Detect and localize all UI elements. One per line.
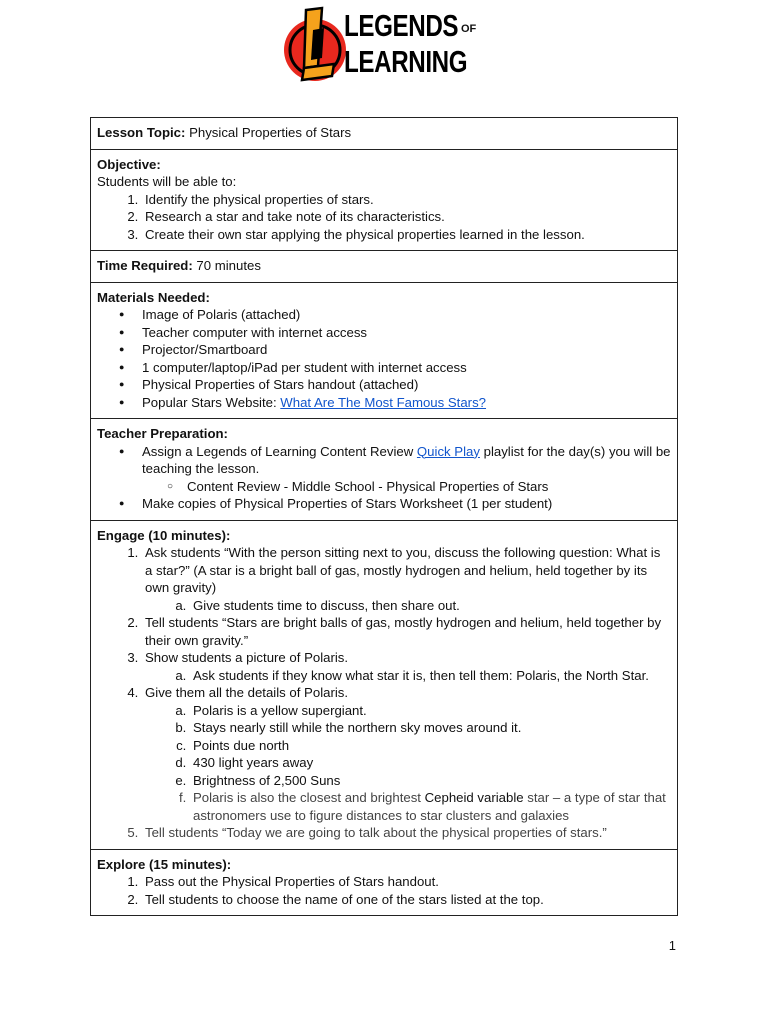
list-item (142, 544, 671, 614)
list-item: c. Points due north (190, 737, 671, 755)
list-item: ● 1 computer/laptop/iPad per student with internet access (142, 359, 671, 377)
list-item: 3. Create their own star applying the physical properties learned in the lesson. (142, 226, 671, 244)
list-item (142, 394, 671, 412)
objective-list (97, 191, 671, 244)
list-item (190, 789, 671, 824)
list-item: e. Brightness of 2,500 Suns (190, 772, 671, 790)
cepheid-variable-text: Cepheid variable (424, 790, 524, 805)
objective-intro: Students will be able to: (97, 174, 237, 189)
teacher-prep-row (91, 419, 678, 521)
legends-of-learning-logo (282, 6, 488, 86)
polaris-details-list (145, 702, 671, 825)
logo-emblem-icon (282, 6, 352, 86)
engage-sub-list (145, 667, 671, 685)
polaris-f-after: star – a type of star that astronomers use to figure distances to star clusters and galaxies (193, 790, 666, 823)
list-item: 1. Identify the physical properties of stars. (142, 191, 671, 209)
explore-list (97, 873, 671, 908)
engage-item3: Show students a picture of Polaris. (145, 650, 349, 665)
list-item: 1. Pass out the Physical Properties of Stars handout. (142, 873, 671, 891)
lesson-topic-value: Physical Properties of Stars (185, 125, 352, 140)
objective-row (91, 149, 678, 251)
engage-item1: Ask students “With the person sitting next to you, discuss the following question: What is a star?” (A star is a bright ball of gas, mostly hydrogen and helium, held together by its own gravity) (145, 545, 661, 595)
list-item (142, 443, 671, 496)
time-required-label: Time Required: (97, 258, 193, 273)
list-item: a. Give students time to discuss, then share out. (190, 597, 671, 615)
engage-label: Engage (10 minutes): (97, 527, 231, 543)
list-item: a. Ask students if they know what star it is, then tell them: Polaris, the North Star. (190, 667, 671, 685)
list-item (142, 684, 671, 824)
list-item (142, 649, 671, 684)
time-required-value: 70 minutes (192, 258, 261, 273)
materials-row (91, 282, 678, 419)
list-item: ● Projector/Smartboard (142, 341, 671, 359)
popular-stars-prefix: Popular Stars Website: (142, 394, 281, 410)
list-item: 2. Tell students to choose the name of one of the stars listed at the top. (142, 891, 671, 909)
explore-label: Explore (15 minutes): (97, 856, 232, 872)
list-item: 5. Tell students “Today we are going to talk about the physical properties of stars.” (142, 824, 671, 842)
engage-row (91, 520, 678, 849)
famous-stars-link[interactable]: What Are The Most Famous Stars? (280, 394, 487, 410)
prep-item1-before: Assign a Legends of Learning Content Review (142, 443, 417, 459)
lesson-topic-label: Lesson Topic: (97, 125, 186, 140)
time-required-row (91, 251, 678, 283)
list-item: 2. Tell students “Stars are bright balls of gas, mostly hydrogen and helium, held together by their own gravity.” (142, 614, 671, 649)
list-item: ○ Content Review - Middle School - Physical Properties of Stars (187, 478, 671, 496)
lesson-plan-table (90, 117, 678, 916)
materials-list (97, 306, 671, 411)
list-item: ● Teacher computer with internet access (142, 324, 671, 342)
list-item: ● Make copies of Physical Properties of Stars Worksheet (1 per student) (142, 495, 671, 513)
logo-word-of: OF (461, 23, 477, 35)
list-item: b. Stays nearly still while the northern sky moves around it. (190, 719, 671, 737)
engage-item4: Give them all the details of Polaris. (145, 685, 349, 700)
polaris-f-before: Polaris is also the closest and brightest (193, 790, 425, 805)
teacher-prep-label: Teacher Preparation: (97, 426, 228, 441)
objective-label: Objective: (97, 156, 161, 172)
list-item: ● Image of Polaris (attached) (142, 306, 671, 324)
prep-sub-list (142, 478, 671, 496)
materials-label: Materials Needed: (97, 289, 210, 305)
lesson-topic-row (91, 118, 678, 150)
logo-word-legends: LEGENDS (344, 8, 459, 43)
logo-word-learning: LEARNING (344, 44, 468, 79)
engage-sub-list (145, 597, 671, 615)
list-item: ● Physical Properties of Stars handout (attached) (142, 376, 671, 394)
teacher-prep-list (97, 443, 671, 513)
prep-item1-after: playlist for the day(s) you will be teaching the lesson. (142, 443, 671, 476)
engage-list (97, 544, 671, 842)
list-item: 2. Research a star and take note of its characteristics. (142, 208, 671, 226)
list-item: a. Polaris is a yellow supergiant. (190, 702, 671, 720)
list-item: d. 430 light years away (190, 754, 671, 772)
quick-play-link[interactable]: Quick Play (416, 443, 480, 459)
explore-row (91, 849, 678, 916)
page-number: 1 (668, 938, 676, 953)
